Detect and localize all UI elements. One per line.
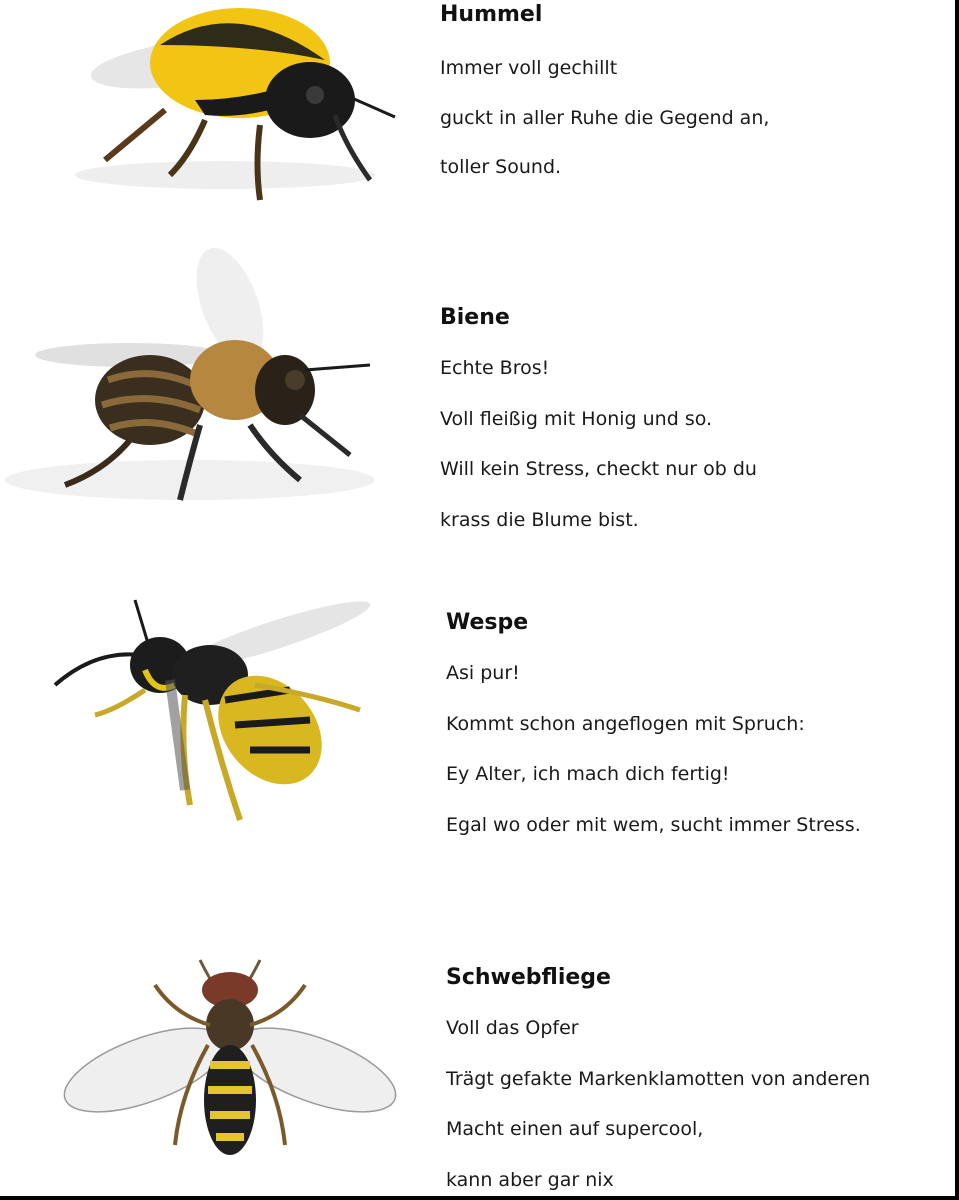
entry-line: Voll das Opfer — [446, 1017, 579, 1039]
entry-line: Echte Bros! — [440, 357, 550, 379]
entry-line: Immer voll gechillt — [440, 57, 618, 79]
entry-line: Ey Alter, ich mach dich fertig! — [446, 763, 730, 785]
entry-line: Kommt schon angeflogen mit Spruch: — [446, 713, 805, 735]
bumblebee-image — [45, 5, 405, 205]
entry-line: kann aber gar nix — [446, 1169, 614, 1191]
entry-line: Trägt gefakte Markenklamotten von anderen — [446, 1068, 871, 1090]
hoverfly-image — [60, 955, 400, 1155]
entry-line: guckt in aller Ruhe die Gegend an, — [440, 107, 770, 129]
entry-title: Schwebfliege — [446, 965, 611, 990]
entry-line: toller Sound. — [440, 156, 562, 178]
entry-line: Will kein Stress, checkt nur ob du — [440, 458, 757, 480]
entry-line: Egal wo oder mit wem, sucht immer Stress. — [446, 814, 861, 836]
entry-title: Wespe — [446, 610, 529, 635]
honeybee-image — [0, 265, 390, 510]
entry-line: Asi pur! — [446, 662, 520, 684]
entry-title: Biene — [440, 305, 510, 330]
entry-line: Voll fleißig mit Honig und so. — [440, 408, 713, 430]
entry-line: krass die Blume bist. — [440, 509, 639, 531]
entry-title: Hummel — [440, 2, 543, 27]
entry-line: Macht einen auf supercool, — [446, 1118, 704, 1140]
wasp-image — [55, 600, 375, 830]
